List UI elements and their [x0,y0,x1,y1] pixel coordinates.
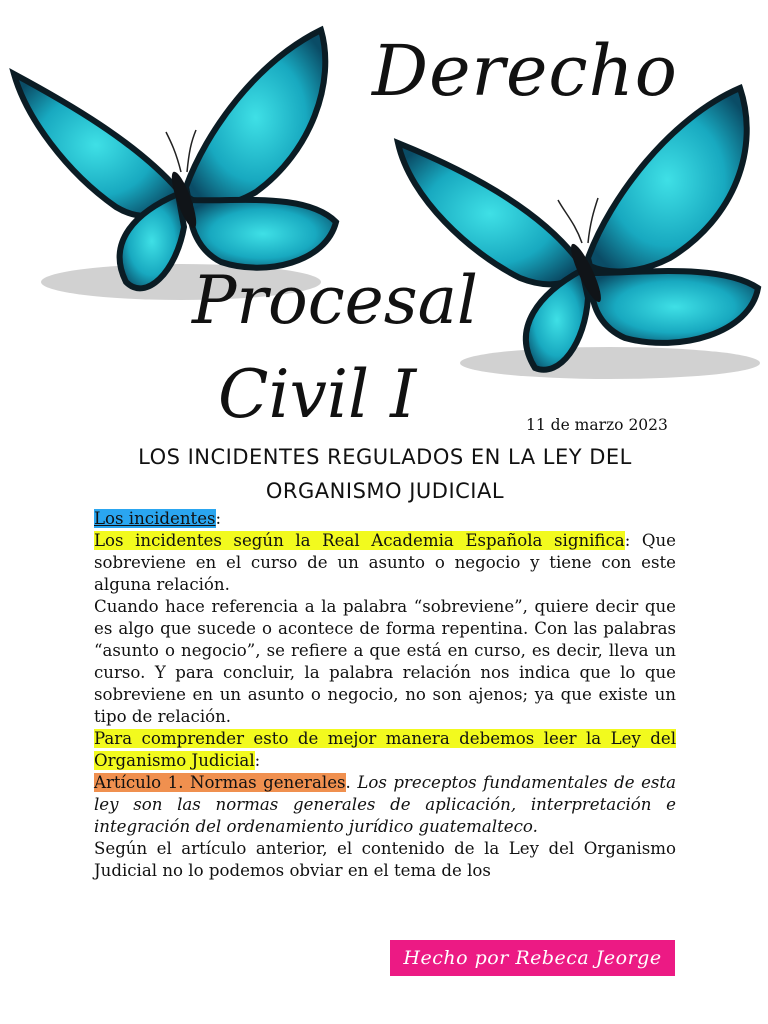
article-1: Artículo 1. Normas generales. Los preceptos fundamentales de esta ley son las normas generales de aplicación, interpretación e integración del ordenamiento jurídico guatemalteco. [94,773,676,836]
article-title-highlight: Artículo 1. Normas generales [94,773,346,792]
paragraph-1: Cuando hace referencia a la palabra “sobreviene”, quiere decir que es algo que sucede o acontece de forma repentina. Con las palabras “asunto o negocio”, se refiere a que está en curso, es decir, lleva un curso. Y para concluir, la palabra relación nos indica que lo que sobreviene en un asunto o negocio, no son ajenos; ya que existe un tipo de relación. [94,597,676,726]
title-line-2: Procesal [192,262,479,339]
title-line-1: Derecho [372,30,678,112]
body-text [94,508,676,882]
section-heading [94,440,676,508]
rae-def-text: Que sobreviene en el curso de un asunto o negocio y tiene con este alguna relación. [94,531,676,594]
document-date: 11 de marzo 2023 [526,416,668,434]
law-intro-highlight: Para comprender esto de mejor manera debemos leer la Ley del Organismo Judicial [94,729,676,770]
term-line: Los incidentes: [94,509,222,528]
rae-intro-highlight: Los incidentes según la Real Academia Española significa [94,531,625,550]
heading-line-1: LOS INCIDENTES REGULADOS EN LA LEY DEL [138,445,632,469]
title-line-3: Civil I [218,356,417,433]
article-text: Los preceptos fundamentales de esta ley son las normas generales de aplicación, interpretación e integración del ordenamiento jurídico guatemalteco. [94,773,676,836]
paragraph-2: Según el artículo anterior, el contenido de la Ley del Organismo Judicial no lo podemos obviar en el tema de los [94,839,676,880]
rae-definition: Los incidentes según la Real Academia Española significa: Que sobreviene en el curso de un asunto o negocio y tiene con este alguna relación. [94,531,676,594]
law-intro: Para comprender esto de mejor manera debemos leer la Ley del Organismo Judicial: [94,729,676,770]
heading-line-2: ORGANISMO JUDICIAL [265,479,505,503]
author-signature: Hecho por Rebeca Jeorge [390,940,675,976]
term-highlight[interactable]: Los incidentes [94,509,216,528]
